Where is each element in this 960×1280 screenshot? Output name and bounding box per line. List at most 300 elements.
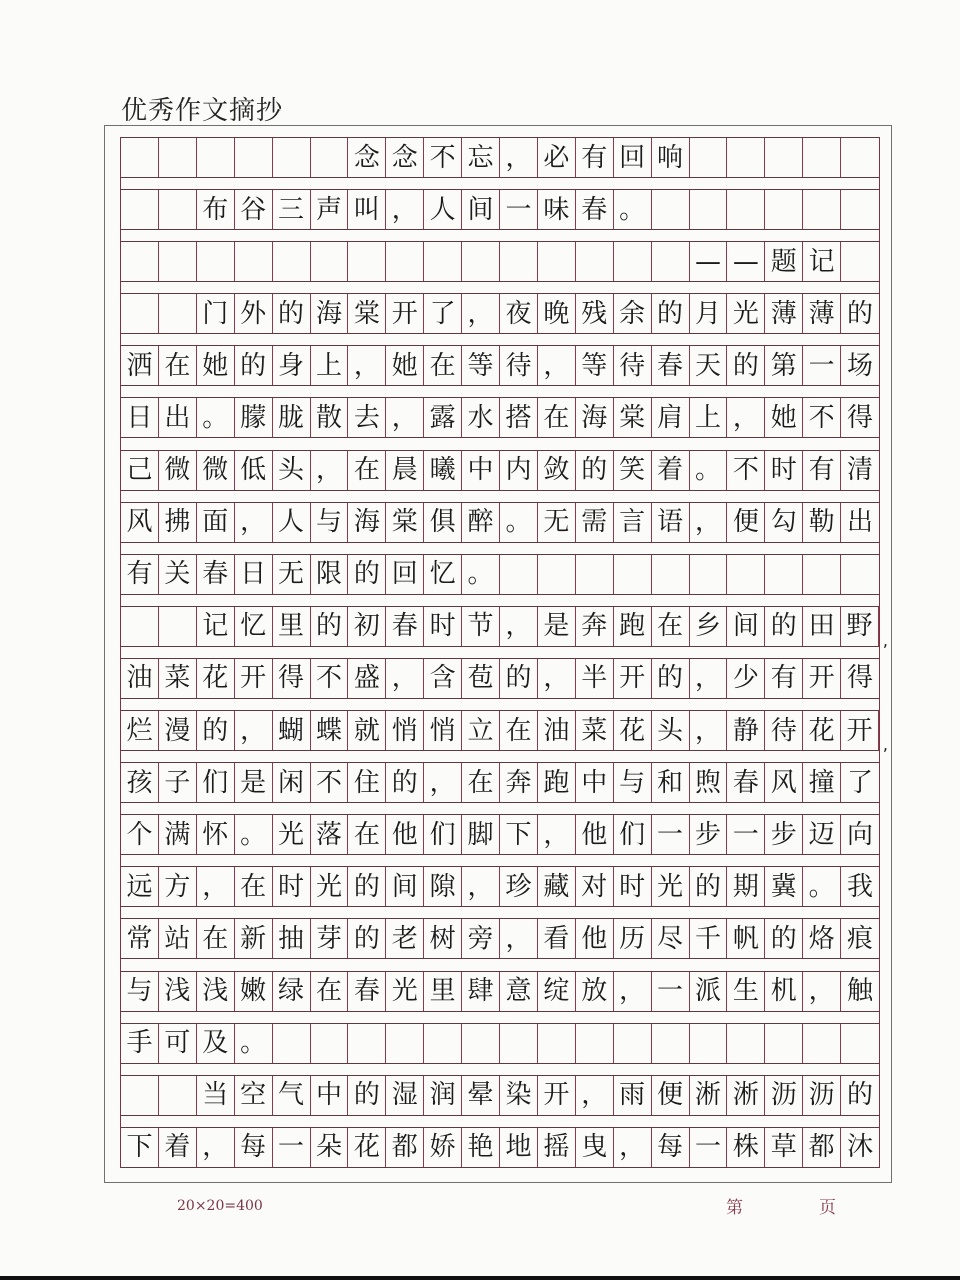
page-number-prefix: 第 [726,1198,743,1218]
grid-cell: 她 [197,346,235,385]
grid-cell: 生 [727,972,765,1011]
grid-cell: 盛 [348,659,386,698]
grid-cell: 株 [727,1128,765,1167]
grid-cell: 头 [652,711,690,750]
grid-cell: 静 [727,711,765,750]
grid-cell: 当 [197,1076,235,1115]
grid-row [121,397,879,438]
grid-cell: 步 [690,815,728,854]
margin-punctuation: , [882,735,888,755]
grid-cell [159,242,197,281]
grid-cell: ， [538,815,576,854]
grid-cell [273,242,311,281]
grid-cell: 摇 [538,1128,576,1167]
grid-cell: 待 [614,346,652,385]
grid-cell: 少 [727,659,765,698]
grid-cell: 洒 [121,346,159,385]
grid-cell [462,242,500,281]
grid-cell: 撞 [803,763,841,802]
grid-cell: 的 [386,763,424,802]
grid-cell: 晨 [386,451,424,490]
grid-cell: 出 [847,507,874,538]
grid-cell: 在 [348,815,386,854]
grid-cell [765,1024,803,1063]
grid-cell: 头 [273,451,311,490]
grid-cell: 里 [424,972,462,1011]
grid-cell: 树 [424,919,462,958]
grid-cell: 晕 [462,1076,500,1115]
grid-cell [159,607,197,646]
grid-cell: 冀 [765,867,803,906]
grid-cell: 天 [690,346,728,385]
grid-row [121,658,879,699]
grid-row [121,345,879,386]
grid-cell [576,1024,614,1063]
grid-cell: 光 [386,972,424,1011]
grid-cell: 味 [538,190,576,229]
grid-cell: 落 [311,815,349,854]
grid-cell: 有 [576,138,614,177]
grid-cell: 在 [311,972,349,1011]
grid-cell: 布 [197,190,235,229]
grid-cell: 远 [121,867,159,906]
grid-cell [841,190,879,229]
grid-spec-label: 20×20=400 [177,1198,263,1214]
grid-cell: 漫 [159,711,197,750]
grid-cell [576,242,614,281]
grid-cell: 他 [576,815,614,854]
grid-cell: 去 [348,398,386,437]
grid-cell: 花 [803,711,841,750]
grid-cell: 着 [652,451,690,490]
grid-row [121,971,879,1012]
grid-cell: 。 [235,1024,273,1063]
grid-cell: 三 [273,190,311,229]
grid-cell: 的 [765,607,803,646]
grid-cell: 春 [576,190,614,229]
grid-cell: ， [690,503,728,542]
grid-cell: 了 [847,767,874,798]
grid-cell: 的 [348,867,386,906]
grid-cell: 的 [500,659,538,698]
grid-cell: 触 [847,976,874,1006]
grid-cell: 春 [727,763,765,802]
grid-cell: 人 [273,503,311,542]
grid-cell: 在 [652,607,690,646]
grid-cell: 与 [614,763,652,802]
grid-cell [500,242,538,281]
grid-cell: 声 [311,190,349,229]
grid-cell: 我 [847,871,874,902]
grid-cell: 棠 [348,294,386,333]
grid-cell [765,138,803,177]
grid-cell: 有 [803,451,841,490]
grid-cell: 俱 [424,503,462,542]
grid-cell: 站 [159,919,197,958]
grid-cell: ， [690,711,728,750]
grid-cell: 向 [847,819,874,850]
grid-cell: 薄 [765,294,803,333]
grid-cell: 言 [614,503,652,542]
grid-cell: 光 [652,867,690,906]
grid-cell: 题 [765,242,803,281]
grid-cell: 。 [500,503,538,542]
grid-cell [462,1024,500,1063]
grid-cell: 一 [273,1128,311,1167]
grid-cell: 风 [121,503,159,542]
grid-cell: 开 [803,659,841,698]
grid-cell: 藏 [538,867,576,906]
grid-cell: 。 [690,451,728,490]
grid-cell: 历 [614,919,652,958]
grid-cell: 下 [121,1128,159,1167]
grid-cell: 节 [462,607,500,646]
grid-cell: 的 [235,346,273,385]
grid-cell: 是 [538,607,576,646]
grid-cell [121,190,159,229]
grid-cell: 派 [690,972,728,1011]
grid-cell [841,555,879,594]
grid-row [121,814,879,855]
grid-row [121,918,879,959]
grid-cell: 机 [765,972,803,1011]
grid-cell [841,1024,879,1063]
grid-cell: 与 [121,972,159,1011]
grid-cell: 。 [197,398,235,437]
grid-cell: 草 [765,1128,803,1167]
grid-cell: 跑 [614,607,652,646]
grid-cell: 待 [765,711,803,750]
grid-cell [159,138,197,177]
grid-cell [652,555,690,594]
grid-cell: 对 [576,867,614,906]
grid-cell: 的 [576,451,614,490]
grid-cell: 一 [500,190,538,229]
grid-cell: 怀 [197,815,235,854]
grid-cell [614,1024,652,1063]
grid-cell: 搭 [500,398,538,437]
grid-cell: 地 [500,1128,538,1167]
grid-cell: 悄 [424,711,462,750]
grid-cell: 低 [235,451,273,490]
grid-cell [386,1024,424,1063]
grid-cell: 了 [424,294,462,333]
grid-cell: 闲 [273,763,311,802]
grid-cell: 。 [462,555,500,594]
grid-cell: 花 [614,711,652,750]
grid-cell: 不 [311,659,349,698]
grid-cell: 不 [727,451,765,490]
grid-cell [121,294,159,333]
grid-cell: 着 [159,1128,197,1167]
grid-cell: 谷 [235,190,273,229]
grid-cell: 他 [576,919,614,958]
grid-cell: 间 [462,190,500,229]
grid-cell [841,138,879,177]
grid-cell [197,138,235,177]
grid-cell: 出 [159,398,197,437]
grid-cell: 面 [197,503,235,542]
grid-cell: 回 [614,138,652,177]
grid-cell: 孩 [121,763,159,802]
grid-cell: 等 [462,346,500,385]
grid-cell: ， [462,867,500,906]
grid-cell: 清 [847,455,874,486]
grid-cell: 开 [235,659,273,698]
grid-cell: 们 [197,763,235,802]
grid-cell: 手 [121,1024,159,1063]
grid-cell: ， [500,919,538,958]
grid-cell: 。 [235,815,273,854]
grid-cell: ， [348,346,386,385]
grid-cell [159,1076,197,1115]
grid-cell: 一 [803,346,841,385]
grid-cell [348,1024,386,1063]
grid-cell: 时 [765,451,803,490]
grid-cell: 时 [273,867,311,906]
grid-cell: 日 [121,398,159,437]
grid-row [121,1023,879,1064]
grid-cell: 和 [652,763,690,802]
grid-cell [690,190,728,229]
grid-cell: ， [386,659,424,698]
grid-cell: 每 [235,1128,273,1167]
grid-cell: 身 [273,346,311,385]
grid-cell: 浅 [159,972,197,1011]
grid-cell: 悄 [386,711,424,750]
grid-cell: 记 [197,607,235,646]
grid-cell [614,242,652,281]
grid-cell [727,1024,765,1063]
grid-cell: — [690,242,728,281]
grid-cell: 春 [652,346,690,385]
grid-cell [576,555,614,594]
grid-cell: 蝶 [311,711,349,750]
grid-cell: 微 [159,451,197,490]
grid-cell: 沥 [803,1076,841,1115]
grid-cell: 念 [386,138,424,177]
grid-cell: 在 [462,763,500,802]
grid-cell: 曳 [576,1128,614,1167]
grid-cell: ， [424,763,462,802]
grid-cell: 门 [197,294,235,333]
grid-cell: 光 [311,867,349,906]
grid-cell: 沐 [847,1132,874,1163]
grid-cell: 海 [576,398,614,437]
grid-cell: 敛 [538,451,576,490]
grid-cell [235,138,273,177]
grid-cell: 及 [197,1024,235,1063]
grid-cell: 浅 [197,972,235,1011]
grid-cell: 开 [386,294,424,333]
grid-cell [500,555,538,594]
grid-cell [159,190,197,229]
grid-cell: 的 [197,711,235,750]
grid-cell: 们 [424,815,462,854]
grid-cell: 湿 [386,1076,424,1115]
grid-cell: 艳 [462,1128,500,1167]
grid-cell: 人 [424,190,462,229]
grid-cell: 他 [386,815,424,854]
grid-cell: 朵 [311,1128,349,1167]
grid-cell: 勾 [765,503,803,542]
grid-cell [803,190,841,229]
grid-cell: ， [235,711,273,750]
grid-cell: 的 [311,607,349,646]
grid-cell: 老 [386,919,424,958]
grid-cell: 在 [348,451,386,490]
grid-cell: 绽 [538,972,576,1011]
grid-cell: 的 [652,294,690,333]
grid-cell: 都 [803,1128,841,1167]
grid-cell: 得 [273,659,311,698]
grid-cell: ， [311,451,349,490]
grid-cell: 。 [614,190,652,229]
grid-cell: ， [197,867,235,906]
grid-cell [424,242,462,281]
grid-cell [803,138,841,177]
grid-cell [159,294,197,333]
grid-cell: 她 [386,346,424,385]
grid-cell: 润 [424,1076,462,1115]
grid-cell: 的 [348,1076,386,1115]
grid-cell: 回 [386,555,424,594]
grid-row [121,450,879,491]
grid-cell: 有 [765,659,803,698]
grid-cell [538,242,576,281]
grid-cell: 在 [538,398,576,437]
grid-cell: 春 [348,972,386,1011]
grid-cell: 步 [765,815,803,854]
grid-cell: 的 [273,294,311,333]
grid-cell [121,138,159,177]
grid-cell: 看 [538,919,576,958]
grid-cell: 在 [197,919,235,958]
grid-cell: 光 [727,294,765,333]
grid-cell: 菜 [576,711,614,750]
grid-cell: 沥 [765,1076,803,1115]
grid-cell: 一 [727,815,765,854]
grid-cell: 限 [311,555,349,594]
grid-cell: 新 [235,919,273,958]
grid-cell: 在 [500,711,538,750]
grid-cell: 余 [614,294,652,333]
grid-cell [424,1024,462,1063]
grid-cell: 半 [576,659,614,698]
grid-cell: 待 [500,346,538,385]
grid-cell: 晚 [538,294,576,333]
grid-cell: 气 [273,1076,311,1115]
grid-cell: 一 [690,1128,728,1167]
grid-cell: 残 [576,294,614,333]
grid-cell: 不 [311,763,349,802]
grid-cell: 千 [690,919,728,958]
grid-cell [235,242,273,281]
grid-cell [727,555,765,594]
grid-row [121,554,879,595]
grid-cell [652,242,690,281]
grid-cell: 与 [311,503,349,542]
grid-cell: 念 [348,138,386,177]
grid-cell: 油 [538,711,576,750]
grid-cell: 光 [273,815,311,854]
grid-cell: 场 [847,350,874,381]
grid-cell: 春 [386,607,424,646]
grid-cell: ， [614,972,652,1011]
grid-cell: 尽 [652,919,690,958]
grid-cell: 上 [690,398,728,437]
grid-cell: 曦 [424,451,462,490]
grid-cell: 烂 [121,711,159,750]
grid-cell: ， [386,398,424,437]
grid-cell: 记 [803,242,841,281]
grid-cell [841,242,879,281]
grid-cell [311,1024,349,1063]
grid-cell: 无 [538,503,576,542]
grid-row [121,1127,879,1168]
grid-cell: 得 [847,402,874,433]
grid-row [121,502,879,543]
grid-cell: 的 [847,298,874,329]
grid-cell: 第 [765,346,803,385]
page-number-suffix: 页 [819,1198,836,1218]
grid-row [121,762,879,803]
grid-cell: 中 [311,1076,349,1115]
grid-cell: 帆 [727,919,765,958]
grid-cell: 肩 [652,398,690,437]
grid-cell [273,1024,311,1063]
grid-cell: 珍 [500,867,538,906]
grid-cell: 常 [121,919,159,958]
grid-cell: 放 [576,972,614,1011]
grid-cell: 里 [273,607,311,646]
grid-cell: 淅 [727,1076,765,1115]
manuscript-grid [120,137,888,1168]
grid-cell: ， [500,138,538,177]
grid-cell [197,242,235,281]
grid-cell: 期 [727,867,765,906]
grid-cell: ， [197,1128,235,1167]
grid-cell: 空 [235,1076,273,1115]
grid-cell: 田 [803,607,841,646]
grid-cell: 蝴 [273,711,311,750]
grid-cell [311,242,349,281]
grid-cell: 春 [197,555,235,594]
grid-cell: ， [538,659,576,698]
grid-cell: 下 [500,815,538,854]
grid-row [121,189,879,230]
grid-cell: 语 [652,503,690,542]
grid-cell: 嫩 [235,972,273,1011]
grid-cell: — [727,242,765,281]
grid-cell: 时 [424,607,462,646]
grid-cell: 必 [538,138,576,177]
grid-row [121,606,888,650]
grid-cell: 奔 [576,607,614,646]
grid-cell: 隙 [424,867,462,906]
grid-cell: 朦 [235,398,273,437]
grid-cell: 在 [235,867,273,906]
grid-cell: 开 [841,711,879,750]
grid-cell: 是 [235,763,273,802]
grid-cell: 在 [424,346,462,385]
grid-cell: 无 [273,555,311,594]
grid-cell: 就 [348,711,386,750]
grid-cell: 野 [841,607,879,646]
grid-cell: 内 [500,451,538,490]
grid-cell: 日 [235,555,273,594]
grid-cell: 不 [803,398,841,437]
